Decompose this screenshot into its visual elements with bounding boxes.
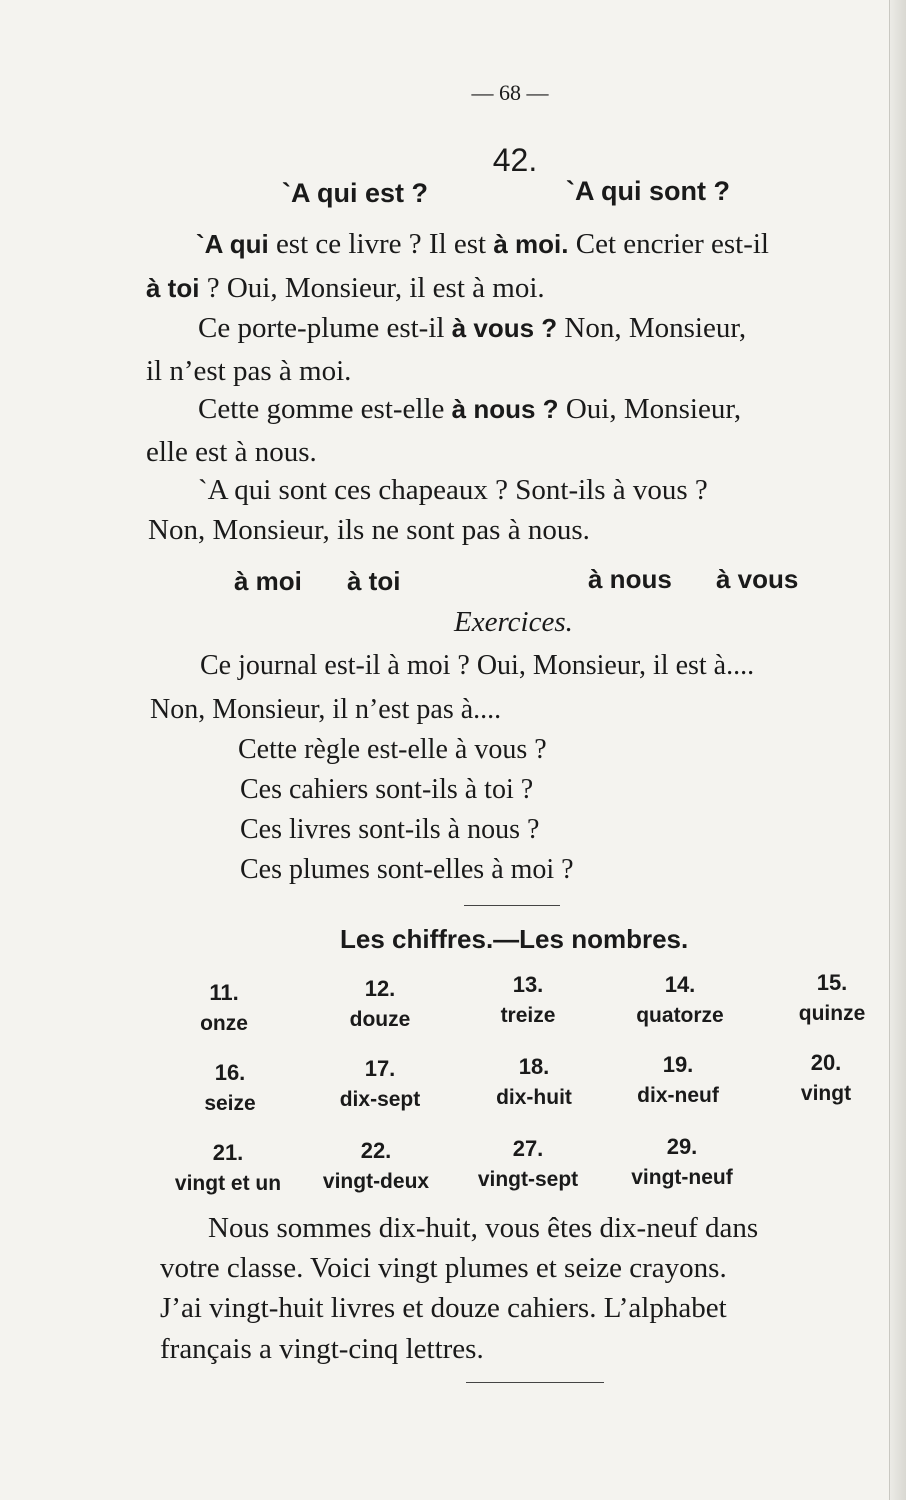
number-digit: 14. — [664, 972, 696, 997]
lesson-number: 42. — [492, 142, 538, 178]
number-digit: 29. — [666, 1134, 698, 1159]
number-cell — [592, 1134, 772, 1190]
number-word: treize — [500, 1004, 556, 1027]
number-word: vingt-sept — [477, 1168, 579, 1191]
final-line: français a vingt-cinq lettres. — [160, 1333, 484, 1365]
number-digit: 13. — [512, 972, 544, 997]
end-divider — [466, 1382, 604, 1383]
number-word: dix-neuf — [637, 1084, 719, 1107]
para1-line2 — [146, 272, 545, 305]
number-word: dix-huit — [496, 1086, 572, 1109]
number-cell — [742, 970, 906, 1026]
number-cell — [438, 1136, 618, 1192]
number-word: vingt-deux — [322, 1170, 430, 1193]
exercise-line: Ces plumes sont-elles à moi ? — [240, 854, 574, 885]
number-digit: 18. — [518, 1054, 550, 1079]
number-cell — [134, 980, 314, 1036]
number-word: dix-sept — [339, 1088, 421, 1111]
text: est ce livre ? Il est — [268, 228, 494, 260]
pronoun-a-nous: à nous — [588, 564, 672, 594]
pronoun-a-vous: à vous — [716, 564, 799, 594]
exercise-line: Ces livres sont-ils à nous ? — [240, 814, 540, 845]
heading-a-qui-est: `A qui est ? — [282, 178, 428, 208]
number-digit: 22. — [360, 1138, 392, 1163]
number-word: quatorze — [636, 1004, 724, 1027]
bold-phrase: à moi. — [493, 229, 569, 259]
number-digit: 21. — [212, 1140, 244, 1165]
text: ? Oui, Monsieur, il est à moi. — [199, 272, 545, 304]
text: Cette gomme est-elle — [198, 393, 452, 425]
para4-line1: `A qui sont ces chapeaux ? Sont-ils à vous ? — [198, 474, 708, 506]
para3-line1 — [198, 393, 741, 426]
text: Cet encrier est-il — [568, 228, 769, 260]
bold-phrase: à toi — [146, 273, 200, 303]
number-word: douze — [349, 1008, 411, 1031]
pronoun-a-toi: à toi — [347, 566, 401, 596]
final-line: J’ai vingt-huit livres et douze cahiers. L’alphabet — [160, 1292, 727, 1324]
para1-line1 — [196, 228, 769, 261]
number-word: vingt — [800, 1082, 852, 1105]
para4-line2: Non, Monsieur, ils ne sont pas à nous. — [148, 514, 590, 546]
number-word: quinze — [798, 1002, 866, 1025]
exercise-line: Cette règle est-elle à vous ? — [238, 734, 547, 765]
text: Non, Monsieur, — [557, 312, 747, 344]
bold-phrase: `A qui — [196, 229, 269, 259]
number-word: vingt et un — [174, 1172, 282, 1195]
heading-a-qui-sont: `A qui sont ? — [566, 176, 730, 206]
numbers-title: Les chiffres.—Les nombres. — [340, 924, 689, 954]
final-line: Nous sommes dix-huit, vous êtes dix-neuf dans — [208, 1212, 759, 1244]
exercise-line: Ce journal est-il à moi ? Oui, Monsieur, il est à.... — [200, 650, 755, 681]
para3-line2: elle est à nous. — [146, 436, 317, 468]
pronoun-a-moi: à moi — [234, 566, 302, 596]
para2-line2: il n’est pas à moi. — [146, 355, 352, 387]
number-digit: 11. — [209, 980, 239, 1005]
number-digit: 15. — [816, 970, 848, 995]
number-digit: 16. — [214, 1060, 246, 1085]
divider — [464, 905, 560, 906]
number-word: onze — [200, 1012, 248, 1035]
number-digit: 19. — [662, 1052, 694, 1077]
number-digit: 12. — [364, 976, 396, 1001]
number-digit: 27. — [512, 1136, 544, 1161]
number-digit: 17. — [364, 1056, 396, 1081]
number-cell — [736, 1050, 906, 1106]
bold-phrase: à nous ? — [451, 394, 559, 424]
exercices-title: Exercices. — [454, 606, 573, 638]
number-word: seize — [204, 1092, 256, 1115]
bold-phrase: à vous ? — [451, 313, 558, 343]
text: Ce porte-plume est-il — [198, 312, 452, 344]
page-number: — 68 — — [471, 80, 549, 105]
number-cell — [290, 1056, 470, 1112]
text: Oui, Monsieur, — [558, 393, 742, 425]
para2-line1 — [198, 312, 746, 345]
number-digit: 20. — [810, 1050, 842, 1075]
number-word: vingt-neuf — [631, 1166, 733, 1189]
page-edge — [889, 0, 906, 1500]
exercise-line: Ces cahiers sont-ils à toi ? — [240, 774, 534, 805]
final-line: votre classe. Voici vingt plumes et seize crayons. — [160, 1252, 727, 1284]
exercise-line: Non, Monsieur, il n’est pas à.... — [150, 694, 502, 725]
